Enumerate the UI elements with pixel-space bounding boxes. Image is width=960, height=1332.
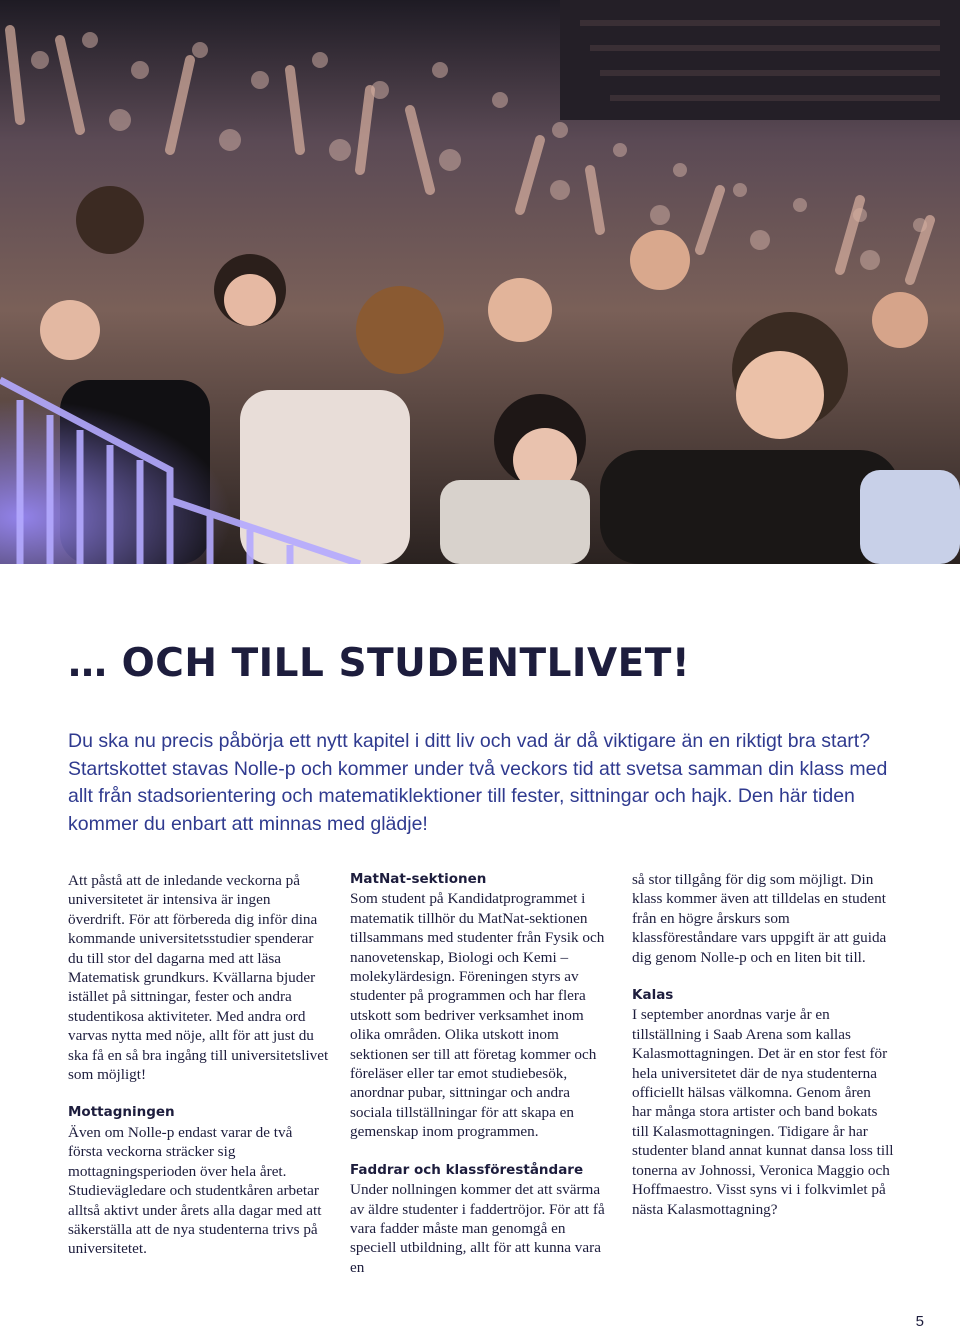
col2-heading-faddrar: Faddrar och klassföreståndare bbox=[350, 1161, 584, 1178]
col2-paragraph-1: Som student på Kandidatprogrammet i matematik tillhör du MatNat-sektionen tillsammans med studenter från Fysik och nanovetenskap, Biologi och Kemi – molekylärdesign. Föreningen styrs av studenter på programmen och har flera utskott som bedriver verksamhet inom olika områden. Olika utskott inom sektionen ser till att företag kommer och föreläser eller tar emot studiebesök, anordnar pubar, sittningar och andra sociala tillställningar för att skapa en gemenskap inom programmen. bbox=[350, 890, 605, 1141]
page-number: 5 bbox=[915, 1313, 924, 1330]
col3-paragraph-2: I september anordnas varje år en tillställning i Saab Arena som kallas Kalasmottagningen. Det är en stor fest för hela universitetet där de nya studenterna officiellt hälsas välkomna. Genom åren har många stora artister och band bokats till Kalasmottagningen. Tidigare år har studenter bland annat kunnat dansa loss till tonerna av Johnossi, Veronica Maggio och Hoffmaestro. Visst syns vi i folkvimlet på nästa Kalasmottagning? bbox=[632, 1006, 894, 1218]
col2-heading-matnat: MatNat-sektionen bbox=[350, 871, 487, 887]
crowd-illustration bbox=[0, 0, 960, 564]
col3-paragraph-1: så stor tillgång för dig som möjligt. Din klass kommer även att tilldelas en student från en högre årskurs som klassföreståndare vars uppgift är att guida dig genom Nolle-p och en liten bit till. bbox=[632, 871, 887, 966]
col1-paragraph-2: Även om Nolle-p endast varar de två första veckorna sträcker sig mottagningsperioden över hela året. Studievägledare och studentkåren arbetar alltså aktivt under årets alla dagar med att säkerställa att de nya studenterna trivs på universitetet. bbox=[68, 1123, 322, 1258]
col2-paragraph-2: Under nollningen kommer det att svärma av äldre studenter i faddertröjor. För att få vara fadder måste man genomgå en speciell utbildning, allt för att kunna vara en bbox=[350, 1181, 605, 1276]
spacer bbox=[632, 967, 894, 986]
column-3 bbox=[632, 870, 894, 1219]
col3-heading-kalas: Kalas bbox=[632, 987, 674, 1004]
crowd-photo bbox=[0, 0, 960, 564]
spacer bbox=[350, 1142, 612, 1161]
spacer bbox=[68, 1084, 330, 1103]
intro-paragraph: Du ska nu precis påbörja ett nytt kapitel i ditt liv och vad är då viktigare än en riktigt bra start? Startskottet stavas Nolle-p och kommer under två veckors tid att svetsa samman din klass med allt från stadsorientering och matematiklektioner till fester, sittningar och hajk. Den här tiden kommer du enbart att minnas med glädje! bbox=[68, 730, 888, 835]
col1-paragraph-1: Att påstå att de inledande veckorna på universitetet är intensiva är ingen överdrift. För att förbereda dig inför dina kommande universitetsstudier spenderar du till stor del dagarna med att läsa Matematisk grundkurs. Kvällarna bjuder istället på sittningar, fester och andra studentikosa aktiviteter. Med andra ord varvas nytta med nöje, allt för att just du ska få en så bra ingång till universitetslivet som möjligt! bbox=[68, 872, 329, 1084]
page-title: … OCH TILL STUDENTLIVET! bbox=[68, 641, 691, 686]
column-1 bbox=[68, 871, 330, 1259]
column-2 bbox=[350, 870, 612, 1277]
col1-heading-mottagningen: Mottagningen bbox=[68, 1104, 175, 1121]
